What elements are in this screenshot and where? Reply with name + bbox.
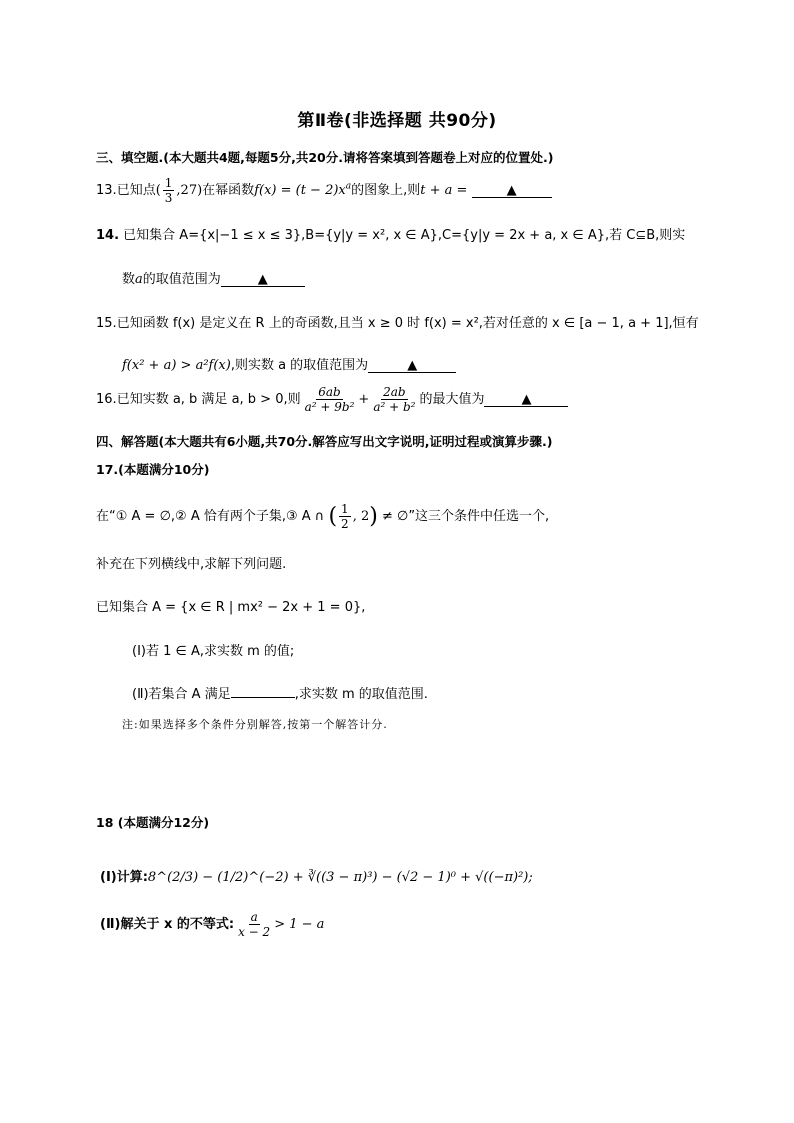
q17-part-1: (Ⅰ)若 1 ∈ A,求实数 m 的值; bbox=[132, 644, 295, 659]
q15-answer-blank: ▲ bbox=[368, 359, 456, 373]
q13-function: f(x) = (t − 2)x bbox=[254, 183, 346, 198]
q13-expression: t + a = bbox=[420, 183, 468, 198]
q18-part1-expression: 8^(2/3) − (1/2)^(−2) + ∛((3 − π)³) − (√2 − 1)⁰ + √((−π)²); bbox=[147, 870, 533, 885]
q13-mid: 在幂函数 bbox=[202, 183, 255, 198]
q17-header: 17.(本题满分10分) bbox=[96, 462, 210, 477]
q16-fraction-1 bbox=[303, 385, 357, 414]
q17-set-definition: 已知集合 A = {x ∈ R | mx² − 2x + 1 = 0}, bbox=[96, 600, 366, 615]
q14-line2-pre: 数 bbox=[122, 272, 136, 287]
question-14-line-1 bbox=[96, 224, 685, 243]
q17-cond-fraction bbox=[339, 502, 351, 531]
q16-number: 16. bbox=[96, 392, 117, 407]
q13-point-fraction bbox=[163, 176, 175, 205]
q18-part-2 bbox=[100, 910, 324, 939]
q17-cond-post: ≠ ∅”这三个条件中任选一个, bbox=[381, 509, 550, 524]
q17-note: 注:如果选择多个条件分别解答,按第一个解答计分. bbox=[122, 718, 388, 731]
question-16 bbox=[96, 385, 568, 414]
question-15-line-1 bbox=[96, 312, 699, 331]
q14-variable: a bbox=[135, 272, 143, 287]
q16-plus: + bbox=[358, 392, 370, 407]
q17-cond-frac-den: 2 bbox=[341, 517, 349, 531]
q14-text: 已知集合 A={x|−1 ≤ x ≤ 3},B={y|y = x², x ∈ A},C={y|y = 2x + a, x ∈ A},若 C⊆B,则实 bbox=[123, 228, 686, 243]
q13-answer-blank: ▲ bbox=[472, 184, 552, 198]
page-title: 第Ⅱ卷(非选择题 共90分) bbox=[297, 111, 497, 131]
q17-part2-post: ,求实数 m 的取值范围. bbox=[294, 687, 428, 702]
q14-answer-blank: ▲ bbox=[221, 273, 305, 287]
q18-part1-label: (Ⅰ)计算: bbox=[100, 870, 148, 885]
q16-f1-den: a² + 9b² bbox=[304, 400, 355, 414]
q13-pre: 已知点 bbox=[116, 183, 156, 198]
section-three-heading: 三、填空题.(本大题共4题,每题5分,共20分.请将答案填到答题卷上对应的位置处.) bbox=[96, 150, 554, 165]
q16-post: 的最大值为 bbox=[419, 392, 485, 407]
q13-number: 13. bbox=[96, 183, 117, 198]
q13-frac-den: 3 bbox=[164, 191, 173, 205]
q13-frac-num: 1 bbox=[164, 176, 173, 190]
q18-header: 18 (本题满分12分) bbox=[96, 815, 210, 830]
q16-pre: 已知实数 a, b 满足 a, b > 0,则 bbox=[116, 392, 301, 407]
question-15-line-2 bbox=[122, 354, 456, 373]
q17-conditions: 在“① A = ∅,② A 恰有两个子集,③ A ∩ ( $\frac{1}{2}$ , 2) ≠ ∅”这三个条件中任选一个, bbox=[96, 502, 550, 531]
q13-function-exponent: a bbox=[345, 181, 352, 192]
q16-f2-num: 2ab bbox=[383, 385, 406, 399]
q16-fraction-2 bbox=[371, 385, 417, 414]
q15-line2-post: ,则实数 a 的取值范围为 bbox=[230, 358, 369, 373]
q18-frac-num: a bbox=[250, 910, 258, 924]
q14-number: 14. bbox=[96, 228, 120, 243]
q15-number: 15. bbox=[96, 316, 117, 331]
question-14-line-2 bbox=[122, 268, 305, 287]
q13-point-rest: ,27) bbox=[176, 183, 203, 198]
q13-post: 的图象上,则 bbox=[351, 183, 421, 198]
q17-part-2 bbox=[132, 683, 428, 702]
q16-answer-blank: ▲ bbox=[484, 393, 568, 407]
section-four-heading: 四、解答题(本大题共有6小题,共70分.解答应写出文字说明,证明过程或演算步骤.) bbox=[96, 434, 553, 449]
q18-part2-label: (Ⅱ)解关于 x 的不等式: bbox=[100, 917, 235, 932]
q16-f2-den: a² + b² bbox=[373, 400, 416, 414]
q17-cond-interval-rest: , 2 bbox=[352, 509, 370, 524]
q18-part2-fraction bbox=[236, 910, 272, 939]
question-13: 13.已知点( $\frac{1}{3}$ ,27)在幂函数$f(x) = (t - 2)x^a$的图象上,则t + a = ▲ bbox=[96, 176, 552, 205]
q17-part2-blank bbox=[231, 697, 295, 698]
q17-line-2: 补充在下列横线中,求解下列问题. bbox=[96, 557, 287, 572]
q15-text: 已知函数 f(x) 是定义在 R 上的奇函数,且当 x ≥ 0 时 f(x) = x²,若对任意的 x ∈ [a − 1, a + 1],恒有 bbox=[116, 316, 699, 331]
q17-cond-frac-num: 1 bbox=[341, 502, 349, 516]
q17-part2-pre: (Ⅱ)若集合 A 满足 bbox=[132, 687, 231, 702]
q15-inequality: f(x² + a) > a²f(x) bbox=[122, 358, 231, 373]
q18-frac-den: x − 2 bbox=[238, 925, 271, 939]
q17-cond-pre: 在“① A = ∅,② A 恰有两个子集,③ A ∩ bbox=[96, 509, 325, 524]
q18-part-1 bbox=[100, 866, 533, 885]
q16-f1-num: 6ab bbox=[318, 385, 341, 399]
q14-line2-post: 的取值范围为 bbox=[142, 272, 221, 287]
q18-part2-rest: > 1 − a bbox=[274, 917, 325, 932]
